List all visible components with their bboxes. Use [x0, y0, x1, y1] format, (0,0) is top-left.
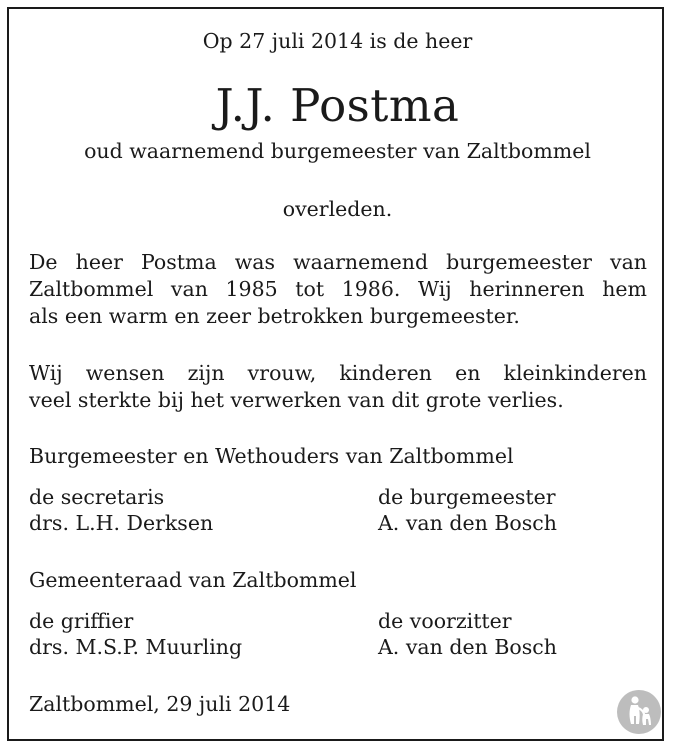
- condolence-paragraph: [29, 360, 647, 414]
- intro-line: Op 27 juli 2014 is de heer: [202, 29, 473, 53]
- died-line: overleden.: [282, 197, 393, 221]
- board-right-role: de burgemeester: [378, 485, 556, 509]
- board-heading: Burgemeester en Wethouders van Zaltbommel: [29, 444, 514, 468]
- deceased-name: J.J. Postma: [215, 79, 460, 132]
- council-right-name: A. van den Bosch: [378, 635, 557, 659]
- condolence-line: Wij wensen zijn vrouw, kinderen en kleinkinderen: [29, 361, 647, 385]
- council-left-role: de griffier: [29, 609, 134, 633]
- board-left-role: de secretaris: [29, 485, 165, 509]
- memorial-figures-logo-icon: [616, 689, 662, 735]
- board-right-name: A. van den Bosch: [378, 511, 557, 535]
- function-line: oud waarnemend burgemeester van Zaltbommel: [84, 139, 591, 163]
- council-heading: Gemeenteraad van Zaltbommel: [29, 568, 357, 592]
- place-date: Zaltbommel, 29 juli 2014: [29, 692, 291, 716]
- condolence-line: veel sterkte bij het verwerken van dit grote verlies.: [29, 388, 564, 412]
- tribute-paragraph: [29, 249, 647, 330]
- council-right-role: de voorzitter: [378, 609, 512, 633]
- notice-frame: [7, 7, 664, 741]
- board-left-name: drs. L.H. Derksen: [29, 511, 214, 535]
- tribute-line: De heer Postma was waarnemend burgemeester van: [29, 250, 647, 274]
- tribute-line: Zaltbommel van 1985 tot 1986. Wij herinneren hem: [29, 277, 647, 301]
- tribute-line: als een warm en zeer betrokken burgemeester.: [29, 304, 520, 328]
- council-left-name: drs. M.S.P. Muurling: [29, 635, 243, 659]
